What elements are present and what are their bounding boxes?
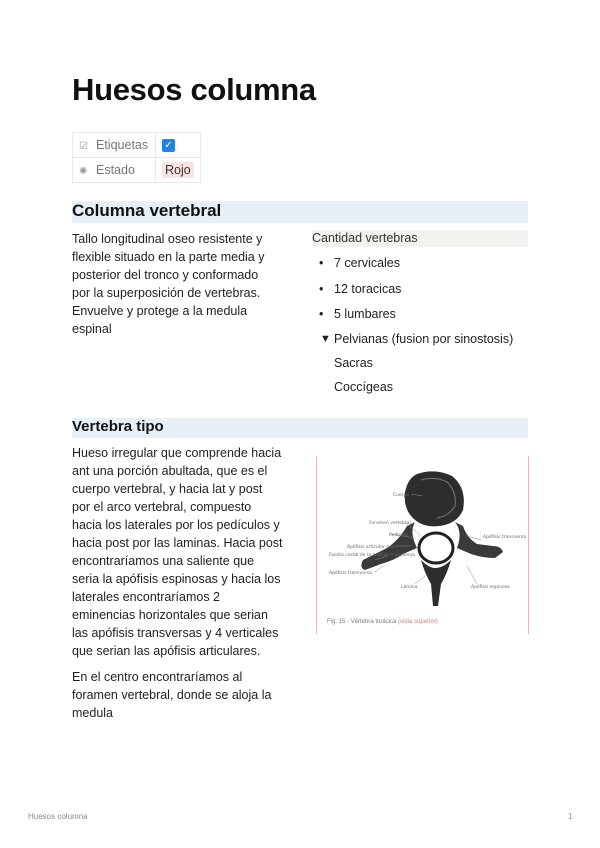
- thoracic-vertebra-figure: [316, 456, 529, 634]
- list-item: • 5 lumbares: [334, 307, 396, 321]
- properties-table: [72, 132, 201, 183]
- page-title: Huesos columna: [72, 72, 316, 107]
- figure-label-cuerpo: Cuerpo: [393, 493, 410, 498]
- toggle-label[interactable]: Pelvianas (fusion por sinostosis): [334, 332, 514, 346]
- figure-label-lamina: Lámina: [401, 585, 418, 590]
- toggle-child: Sacras: [334, 356, 373, 370]
- vertebra-count-heading: Cantidad vertebras: [312, 230, 528, 247]
- figure-caption: Fig. 15 - Vértebra torácica (vista superior): [327, 619, 438, 625]
- checked-checkbox[interactable]: ✓: [162, 139, 175, 152]
- property-row-estado[interactable]: [73, 158, 201, 183]
- figure-label-pediculo: Pedículo: [389, 533, 408, 538]
- list-item: • 7 cervicales: [334, 256, 400, 270]
- toggle-triangle-icon[interactable]: ▼: [320, 333, 331, 345]
- checkbox-property-icon: ☑: [79, 141, 88, 152]
- footer-title: Huesos columna: [28, 812, 88, 821]
- property-label-estado: Estado: [96, 163, 135, 177]
- section1-paragraph: Tallo longitudinal oseo resistente y flexible situado en la parte media y posterior del tronco y conformado por la superposición de vertebras. Envuelve y protege a la medula espinal: [72, 232, 265, 336]
- property-row-etiquetas[interactable]: [73, 133, 201, 158]
- toggle-child: Coccígeas: [334, 380, 394, 394]
- figure-label-foramen: Foramen vertebral: [369, 521, 411, 526]
- vertebra-illustration: [317, 456, 528, 616]
- figure-label-transversa-right: Apófisis transversa: [483, 535, 526, 540]
- list-item: • 12 toracicas: [334, 282, 401, 296]
- status-property-icon: ✺: [79, 166, 88, 177]
- status-tag[interactable]: Rojo: [162, 162, 194, 178]
- figure-label-faceta: Faceta costal de la apófisis transversa: [329, 553, 415, 558]
- figure-label-transversa: Apófisis transversa: [329, 571, 372, 576]
- section-heading-columna: Columna vertebral: [72, 201, 528, 223]
- property-label-etiquetas: Etiquetas: [96, 138, 149, 152]
- footer-page-number: 1: [568, 812, 573, 821]
- section2-paragraph-2: En el centro encontraríamos al foramen vertebral, donde se aloja la medula: [72, 670, 272, 720]
- figure-label-articular: Apófisis articular sup.: [347, 545, 396, 550]
- section-heading-vertebra: Vertebra tipo: [72, 418, 528, 438]
- figure-label-espinosa: Apófisis espinosa: [471, 585, 510, 590]
- section2-paragraph-1: Hueso irregular que comprende hacia ant una porción abultada, que es el cuerpo vertebral, y hacia lat y post por el arco vertebral, compuesto hacia los laterales por los pedículos y hacia post por las laminas. Hacia post encontraríamos una saliente que seria la apófisis espinosas y hacia los laterales encontraríamos 2 eminencias horizontales que serian las apófisis transversas y 4 verticales que serian las apófisis articulares.: [72, 446, 283, 658]
